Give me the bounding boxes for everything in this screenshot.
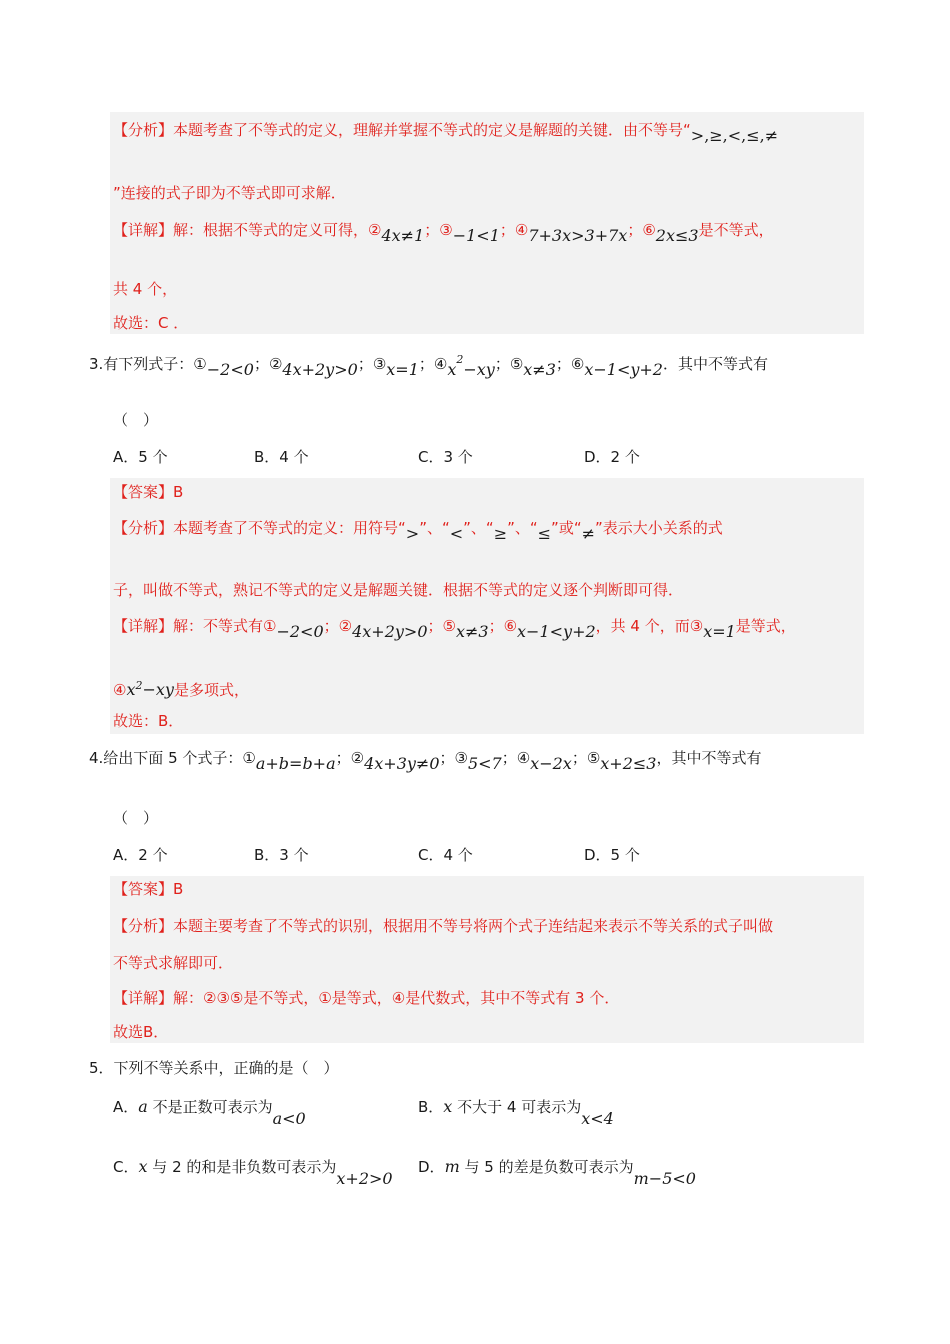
q4-detail: 【详解】解：②③⑤是不等式，①是等式，④是代数式，其中不等式有 3 个．	[113, 989, 620, 1007]
q3-option-d[interactable]: D．2 个	[584, 448, 640, 466]
q2-analysis-line1: 【分析】本题考查了不等式的定义，理解并掌握不等式的定义是解题的关键．由不等号“>,≥,<,≤,≠	[113, 121, 779, 145]
q5-option-b[interactable]: B．x 不大于 4 可表示为x<4	[418, 1097, 614, 1128]
q2-choice: 故选：C ．	[113, 314, 189, 332]
q2-expr-3: 7+3x>3+7x	[528, 226, 628, 245]
q4-option-a[interactable]: A．2 个	[113, 846, 168, 864]
q5-option-c[interactable]: C．x 与 2 的和是非负数可表示为x+2>0	[113, 1157, 393, 1188]
q3-stem: 3.有下列式子：①−2<0；②4x+2y>0；③x=1；$④x^2-xy$；⑤x≠3；⑥x−1<y+2．其中不等式有	[89, 353, 768, 379]
q3-option-b[interactable]: B．4 个	[254, 448, 309, 466]
q5-option-a[interactable]: A．a 不是正数可表示为a<0	[113, 1097, 306, 1128]
q3-formula-6: x−1<y+2	[584, 360, 663, 379]
q3-analysis-line1: 【分析】本题考查了不等式的定义：用符号“>”、“<”、“≥”、“≤”或“≠”表示大小关系的式	[113, 519, 723, 543]
q4-analysis-line1: 【分析】本题主要考查了不等式的识别，根据用不等号将两个式子连结起来表示不等关系的式子叫做	[113, 917, 774, 935]
q2-detail-line1: 【详解】解：根据不等式的定义可得，②4x≠1；③−1<1；④7+3x>3+7x；⑥2x≤3是不等式，	[113, 221, 774, 245]
q2-detail-line2: 共 4 个，	[113, 280, 178, 298]
q3-formula-2: 4x+2y>0	[282, 360, 358, 379]
q2-expr-1: 4x≠1	[381, 226, 425, 245]
q4-stem: 4.给出下面 5 个式子：①a+b=b+a；②4x+3y≠0；③5<7；④x−2x；⑤x+2≤3，其中不等式有	[89, 749, 762, 773]
q2-expr-2: −1<1	[452, 226, 500, 245]
q4-choice: 故选B．	[113, 1023, 169, 1041]
q3-paren: （ ）	[113, 411, 159, 429]
q3-detail-line2: $④x^2-xy$是多项式，	[113, 679, 249, 699]
q4-formula-2: 4x+3y≠0	[364, 754, 440, 773]
q4-analysis-line2: 不等式求解即可．	[113, 954, 234, 972]
q4-paren: （ ）	[113, 809, 159, 827]
q3-option-c[interactable]: C．3 个	[418, 448, 473, 466]
q4-formula-4: x−2x	[530, 754, 572, 773]
q4-formula-1: a+b=b+a	[255, 754, 336, 773]
q3-answer: 【答案】B	[113, 483, 184, 501]
q5-stem: 5．下列不等关系中，正确的是（ ）	[89, 1059, 339, 1077]
q5-option-d[interactable]: D．m 与 5 的差是负数可表示为m−5<0	[418, 1157, 696, 1188]
q4-formula-5: x+2≤3	[600, 754, 657, 773]
q3-analysis-line2: 子，叫做不等式，熟记不等式的定义是解题关键．根据不等式的定义逐个判断即可得．	[113, 581, 684, 599]
q2-analysis-line2: ”连接的式子即为不等式即可求解．	[113, 184, 346, 202]
q3-formula-5: x≠3	[523, 360, 556, 379]
q4-formula-3: 5<7	[467, 754, 502, 773]
q3-formula-1: −2<0	[206, 360, 254, 379]
q2-analysis-symbols: >,≥,<,≤,≠	[690, 126, 779, 145]
q4-option-d[interactable]: D．5 个	[584, 846, 640, 864]
q3-option-a[interactable]: A．5 个	[113, 448, 168, 466]
q3-formula-4: x	[447, 360, 457, 379]
q3-formula-3: x=1	[386, 360, 419, 379]
q4-option-b[interactable]: B．3 个	[254, 846, 309, 864]
q2-expr-4: 2x≤3	[655, 226, 699, 245]
q3-choice: 故选：B．	[113, 712, 184, 730]
q3-detail-line1: 【详解】解：不等式有①−2<0；②4x+2y>0；⑤x≠3；⑥x−1<y+2，共 4 个，而③x=1是等式，	[113, 617, 796, 641]
q4-answer: 【答案】B	[113, 880, 184, 898]
q4-option-c[interactable]: C．4 个	[418, 846, 473, 864]
